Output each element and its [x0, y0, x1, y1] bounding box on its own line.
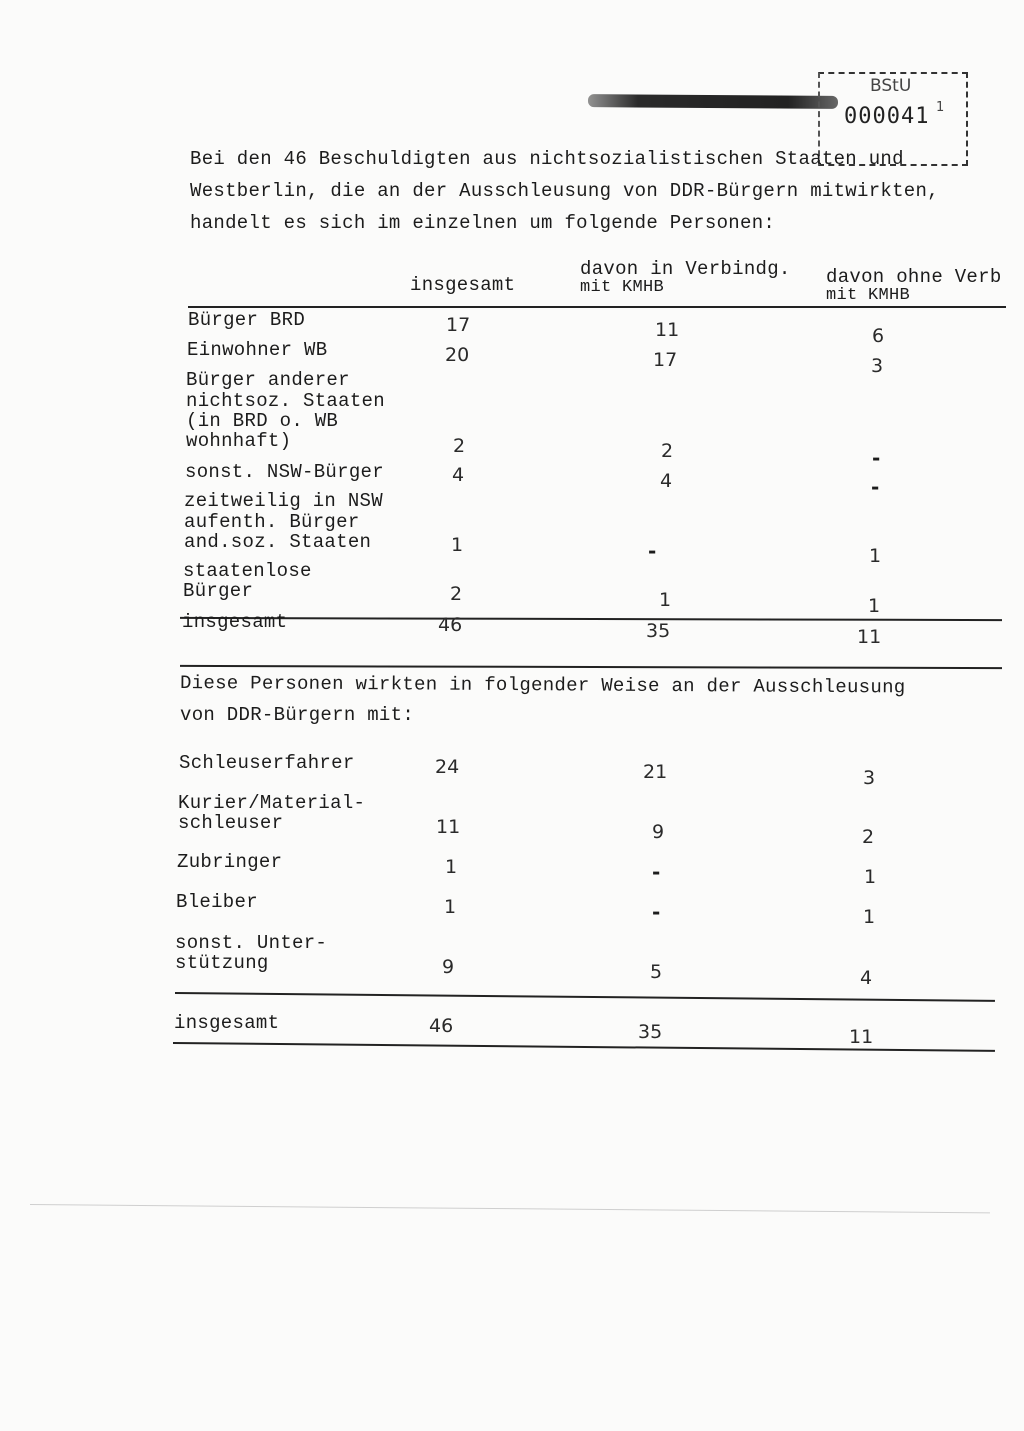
- t2-row3-with: -: [652, 860, 661, 884]
- table2-sum-with: 35: [638, 1021, 663, 1043]
- table1-sum-label: insgesamt: [182, 611, 288, 633]
- row6-without: 1: [868, 595, 881, 617]
- row4-with: 4: [660, 470, 673, 492]
- row1-total: 17: [446, 314, 471, 336]
- row4-total: 4: [452, 464, 465, 486]
- t2-row2-without: 2: [862, 826, 875, 848]
- t2-row5-without: 4: [860, 967, 873, 989]
- row3-without: -: [872, 446, 881, 470]
- row6-with: 1: [659, 589, 672, 611]
- t2-row5-label-2: stützung: [175, 952, 269, 974]
- row4-label: sonst. NSW-Bürger: [185, 461, 384, 483]
- t2-row1-total: 24: [435, 756, 460, 778]
- stamp-page-mark: 1: [936, 100, 945, 115]
- row2-without: 3: [871, 355, 884, 377]
- t2-row4-label: Bleiber: [176, 891, 258, 913]
- table2-sum-label: insgesamt: [174, 1012, 280, 1034]
- t2-row2-with: 9: [652, 821, 665, 843]
- table2-sum-rule: [175, 992, 995, 1002]
- row2-with: 17: [653, 349, 678, 371]
- table1-header-rule: [188, 306, 1006, 308]
- scan-fold-line: [30, 1204, 990, 1213]
- t2-row2-label-1: Kurier/Material-: [178, 792, 366, 814]
- section2-line-1: Diese Personen wirkten in folgender Weise an der Ausschleusung: [179, 672, 906, 699]
- t2-row2-total: 11: [436, 816, 461, 838]
- section2-line-2: von DDR-Bürgern mit:: [180, 704, 415, 726]
- row5-without: 1: [869, 545, 882, 567]
- row5-total: 1: [451, 534, 464, 556]
- row3-label-1: Bürger anderer: [186, 369, 350, 391]
- header-total: insgesamt: [410, 274, 516, 296]
- t2-row5-label-1: sonst. Unter-: [175, 932, 328, 954]
- row1-without: 6: [872, 325, 885, 347]
- row1-with: 11: [655, 319, 680, 341]
- t2-row4-with: -: [652, 900, 661, 924]
- t2-row4-total: 1: [444, 896, 457, 918]
- t2-row1-with: 21: [643, 761, 668, 783]
- intro-line-1: Bei den 46 Beschuldigten aus nichtsozialistischen Staaten und: [190, 148, 904, 170]
- table1-sum-without: 11: [857, 626, 882, 648]
- t2-row4-without: 1: [863, 906, 876, 928]
- t2-row1-label: Schleuserfahrer: [179, 752, 355, 774]
- t2-row3-total: 1: [445, 856, 458, 878]
- table2-sum-total: 46: [429, 1015, 454, 1037]
- table1-bottom-rule: [180, 665, 1002, 669]
- t2-row3-label: Zubringer: [177, 851, 283, 873]
- header-without-2: mit KMHB: [826, 286, 911, 305]
- row2-label: Einwohner WB: [187, 339, 328, 361]
- row6-label-2: Bürger: [183, 580, 254, 602]
- row3-total: 2: [453, 435, 466, 457]
- stamp-label: BStU: [870, 76, 912, 96]
- row4-without: -: [871, 475, 880, 499]
- row3-label-4: wohnhaft): [186, 430, 292, 452]
- t2-row2-label-2: schleuser: [178, 812, 284, 834]
- table1-sum-with: 35: [646, 620, 671, 642]
- row2-total: 20: [445, 344, 470, 366]
- header-with-1: davon in Verbindg.: [580, 258, 791, 280]
- table2-sum-without: 11: [849, 1026, 874, 1048]
- row5-with: -: [648, 539, 657, 563]
- row1-label: Bürger BRD: [188, 309, 306, 331]
- redaction-smear: [588, 94, 838, 109]
- row6-label-1: staatenlose: [183, 560, 312, 582]
- header-with-2: mit KMHB: [580, 278, 665, 297]
- t2-row3-without: 1: [864, 866, 877, 888]
- row5-label-2: aufenth. Bürger: [184, 511, 360, 533]
- row5-label-3: and.soz. Staaten: [184, 531, 372, 553]
- table1-sum-rule: [180, 617, 1002, 621]
- t2-row1-without: 3: [863, 767, 876, 789]
- row5-label-1: zeitweilig in NSW: [184, 490, 383, 512]
- t2-row5-with: 5: [650, 961, 663, 983]
- table1-sum-total: 46: [438, 614, 463, 636]
- stamp-number: 000041: [844, 104, 930, 129]
- t2-row5-total: 9: [442, 956, 455, 978]
- row3-label-2: nichtsoz. Staaten: [186, 390, 385, 412]
- row3-label-3: (in BRD o. WB: [186, 410, 339, 432]
- intro-line-2: Westberlin, die an der Ausschleusung von DDR-Bürgern mitwirkten,: [190, 180, 939, 202]
- intro-line-3: handelt es sich im einzelnen um folgende Personen:: [190, 212, 776, 234]
- row3-with: 2: [661, 440, 674, 462]
- row6-total: 2: [450, 583, 463, 605]
- header-without-1: davon ohne Verb: [826, 266, 1002, 288]
